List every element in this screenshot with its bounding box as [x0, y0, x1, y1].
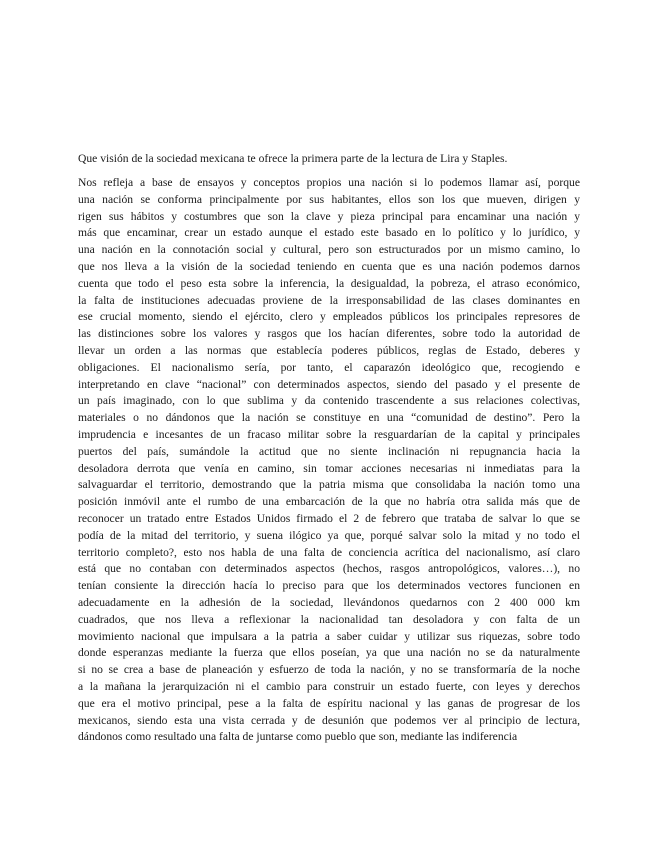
paragraph-line: dándonos como resultado una falta de juntarse como pueblo que son, mediante las indiferencia	[78, 730, 518, 744]
paragraph-line: salvaguardar el territorio, demostrando que la patria misma que consolidaba la nación tomo una	[78, 478, 580, 492]
paragraph-line: un país imaginado, con lo que sublima y da contenido trascendente a sus relaciones colectivas,	[78, 394, 580, 408]
essay-paragraph	[78, 175, 580, 746]
paragraph-line: desoladora derrota que venía en camino, sin tomar acciones necesarias ni inmediatas para la	[78, 461, 580, 475]
paragraph-line: a la mañana la jerarquización ni el cambio para construir un estado fuerte, con leyes y derechos	[78, 679, 580, 693]
paragraph-line: adecuadamente en la adhesión de la sociedad, llevándonos quedarnos con 2 400 000 km	[78, 595, 580, 609]
paragraph-line: llevar un orden a las normas que establecía poderes públicos, reglas de Estado, deberes y	[78, 343, 580, 357]
paragraph-line: territorio completo?, esto nos habla de una falta de conciencia acrítica del nacionalismo, así claro	[78, 545, 580, 559]
paragraph-line: que era el motivo principal, pese a la falta de espíritu nacional y las ganas de progresar de los	[78, 696, 580, 710]
paragraph-line: podía de la mitad del territorio, y suena ilógico ya que, porqué salvar solo la mitad y no todo el	[78, 528, 580, 542]
paragraph-line: la falta de instituciones adecuadas proviene de la irresponsabilidad de las clases dominantes en	[78, 293, 580, 307]
paragraph-line: tenían consiente la dirección hacía lo preciso para que los determinados vectores funcionen en	[78, 579, 580, 593]
paragraph-line: puertos del país, sumándole la actitud que no siente inclinación ni repugnancia hacia la	[78, 444, 580, 458]
paragraph-line: mexicanos, siendo esta una vista cerrada y de desunión que podemos ver al principio de lectura,	[78, 713, 580, 727]
paragraph-line: reconocer un tratado entre Estados Unidos firmado el 2 de febrero que trataba de salvar lo que se	[78, 511, 580, 525]
paragraph-line: ese crucial momento, siendo el ejército, clero y empleados públicos los principales represores de	[78, 310, 580, 324]
paragraph-line: posición inmóvil ante el rumbo de una embarcación de la que no habría otra salida más que de	[78, 495, 580, 509]
paragraph-line: rigen sus hábitos y costumbres que son la clave y pieza principal para encaminar una nación y	[78, 209, 580, 223]
paragraph-line: cuenta que todo el peso esta sobre la inferencia, la desigualdad, la pobreza, el atraso económico,	[78, 276, 580, 290]
paragraph-line: movimiento nacional que impulsara a la patria a saber cuidar y utilizar sus riquezas, sobre todo	[78, 629, 580, 643]
paragraph-line: si no se crea a base de planeación y esfuerzo de toda la nación, y no se transformaría de la noche	[78, 663, 580, 677]
paragraph-line: cuadrados, que nos lleva a reflexionar la nacionalidad tan desoladora y con falta de un	[78, 612, 580, 626]
paragraph-line: interpretando en clave “nacional” con determinados aspectos, siendo del pasado y el presente de	[78, 377, 580, 391]
paragraph-line: las distinciones sobre los valores y rasgos que los hacían diferentes, sobre todo la autoridad de	[78, 327, 580, 341]
paragraph-line: imprudencia e incesantes de un fracaso militar sobre la resguardarían de la capital y principales	[78, 427, 580, 441]
paragraph-line: una nación se conforma principalmente por sus habitantes, ellos son los que mueven, dirigen y	[78, 192, 580, 206]
paragraph-line: Nos refleja a base de ensayos y conceptos propios una nación si lo podemos llamar así, porque	[78, 176, 580, 189]
paragraph-line: que nos lleva a la visión de la sociedad teniendo en cuenta que es una nación podemos darnos	[78, 259, 580, 273]
question-heading: Que visión de la sociedad mexicana te ofrece la primera parte de la lectura de Lira y Staples.	[78, 152, 508, 165]
document-content	[78, 150, 580, 746]
paragraph-line: una nación en la connotación social y cultural, pero son estructurados por un mismo camino, lo	[78, 243, 580, 257]
paragraph-line: materiales o no dándonos que la nación se constituye en una “comunidad de destino”. Pero la	[78, 411, 580, 425]
paragraph-line: obligaciones. El nacionalismo sería, por tanto, el caparazón ideológico que, recogiendo e	[78, 360, 580, 374]
paragraph-line: donde esperanzas mediante la fuerza que ellos poseían, ya que una nación no se da naturalmente	[78, 646, 580, 660]
paragraph-line: está que no contaban con determinados aspectos (hechos, rasgos antropológicos, valores…), no	[78, 562, 580, 576]
paragraph-line: más que encaminar, crear un estado aunque el estado este basado en lo político y lo jurídico, y	[78, 226, 580, 240]
